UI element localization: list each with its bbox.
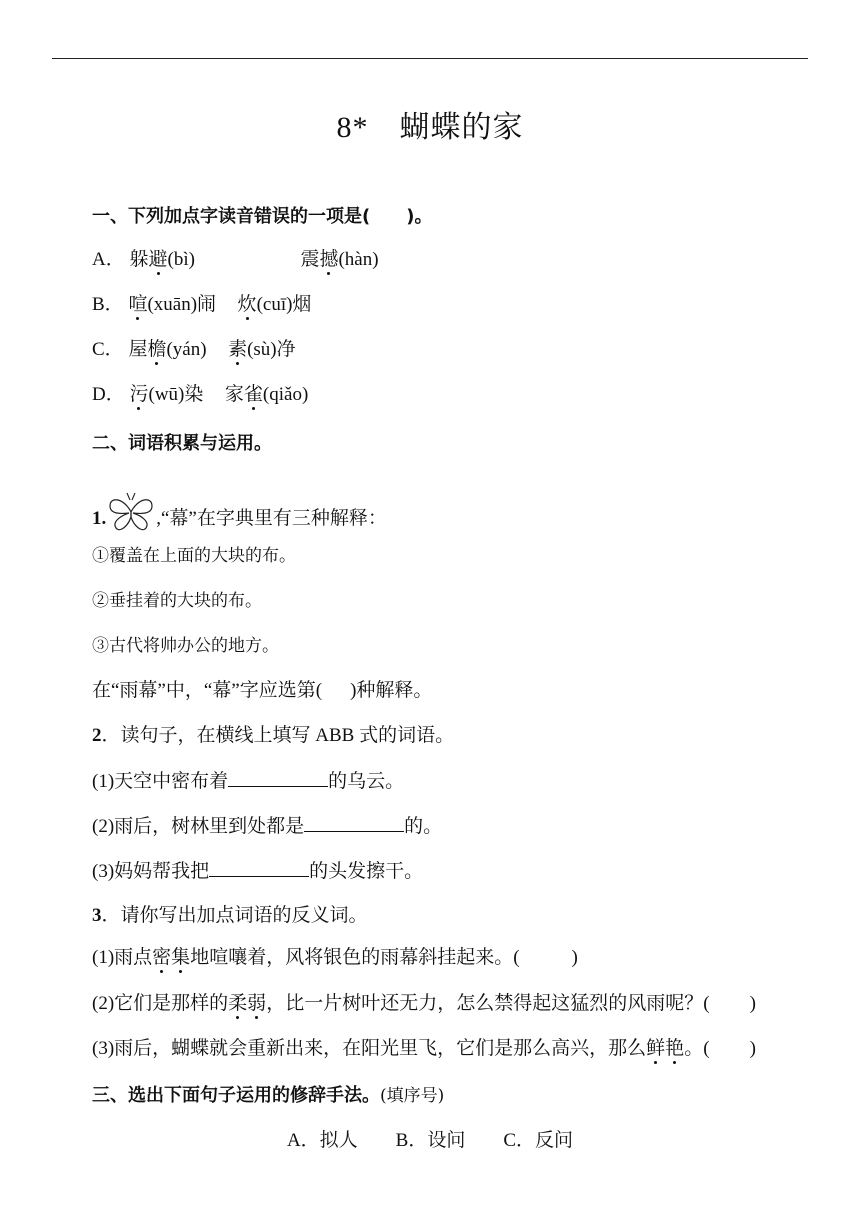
item-2-sentence-3: [92, 858, 423, 885]
option-d-label: D．: [92, 384, 125, 405]
item-3-s2-post: ，比一片树叶还无力，怎么禁得起这猛烈的风雨呢？(: [266, 993, 710, 1014]
item-3-s3-pre: (3)雨后，蝴蝶就会重新出来，在阳光里飞，它们是那么高兴，那么: [92, 1038, 647, 1059]
option-a-word2-dot: 撼: [319, 249, 339, 270]
option-c-word1-dot: 檐: [147, 339, 167, 360]
option-a-word1-dot: 避: [148, 249, 168, 270]
item-3-s1-pre: (1)雨点: [92, 947, 153, 968]
option-d-word2-pinyin: (qiǎo): [262, 384, 309, 405]
item-2-s2-pre: (2)雨后，树林里到处都是: [92, 816, 305, 837]
option-d-word2-dot: 雀: [243, 384, 263, 405]
rhetoric-options: A．拟人 B．设问 C．反问: [286, 1130, 574, 1151]
section-3-title: 三、选出下面句子运用的修辞手法。: [92, 1085, 380, 1106]
item-3-s1-post: 地喧嚷着，风将银色的雨幕斜挂起来。(: [190, 947, 520, 968]
item-2-s1-pre: (1)天空中密布着: [92, 771, 229, 792]
item-1-question-post: )种解释。: [350, 680, 433, 701]
item-3-sentence-1: [92, 945, 578, 971]
option-b-word2-dot: 炊: [237, 294, 257, 315]
option-a-word2-pinyin: (hàn): [338, 249, 379, 270]
option-a: [92, 247, 379, 273]
item-1-question: [92, 678, 432, 704]
item-3-s1-dot1: 密: [152, 947, 172, 968]
item-2-s1-post: 的乌云。: [328, 771, 405, 792]
item-1-question-pre: 在“雨幕”中，“幕”字应选第(: [92, 680, 323, 701]
definition-3: ③古代将帅办公的地方。: [92, 636, 279, 656]
answer-blank[interactable]: [304, 813, 404, 832]
option-c-word1-pinyin: (yán): [166, 339, 207, 360]
option-d: [92, 382, 308, 408]
option-d-word1-pinyin: (wū)染: [148, 384, 204, 405]
item-3-number: 3: [92, 905, 102, 926]
item-3-s2-dot2: 弱: [247, 993, 267, 1014]
option-b-label: B．: [92, 294, 124, 315]
item-2-intro: [92, 723, 454, 749]
item-3-s3-dot1: 鲜: [646, 1038, 666, 1059]
item-1-intro: [92, 490, 387, 534]
item-3-s3-dot2: 艳: [665, 1038, 685, 1059]
definition-2: ②垂挂着的大块的布。: [92, 591, 262, 611]
answer-blank[interactable]: [228, 768, 328, 787]
item-3-sentence-2: [92, 991, 808, 1017]
option-d-word2-pre: 家: [224, 384, 244, 405]
section-1-heading: 一、下列加点字读音错误的一项是( )。: [92, 206, 433, 227]
item-3-s1-close: ): [571, 947, 578, 968]
butterfly-icon: [106, 490, 156, 534]
item-3-text: ．请你写出加点词语的反义词。: [101, 905, 368, 926]
item-2-number: 2: [92, 725, 102, 746]
option-c-label: C．: [92, 339, 124, 360]
section-2-heading: 二、词语积累与运用。: [92, 433, 272, 454]
answer-blank[interactable]: [209, 858, 309, 877]
item-3-s2-pre: (2)它们是那样的: [92, 993, 229, 1014]
definition-1: ①覆盖在上面的大块的布。: [92, 546, 296, 566]
item-3-s2-dot1: 柔: [228, 993, 248, 1014]
item-3-s3-close: ): [749, 1038, 756, 1059]
item-1-number: 1.: [92, 508, 107, 529]
item-2-sentence-2: [92, 813, 442, 840]
option-b-word2-pinyin: (cuī)烟: [256, 294, 312, 315]
option-c-word2-dot: 素: [228, 339, 248, 360]
item-1-text: ,“幕”在字典里有三种解释：: [156, 508, 387, 529]
item-2-sentence-1: [92, 768, 404, 795]
option-a-word1-pinyin: (bì): [167, 249, 195, 270]
option-b-word1-dot: 喧: [128, 294, 148, 315]
item-3-sentence-3: [92, 1036, 808, 1062]
page-title: 8* 蝴蝶的家: [336, 111, 524, 144]
option-c-word1-pre: 屋: [128, 339, 148, 360]
option-b: [92, 292, 311, 318]
item-2-s3-post: 的头发擦干。: [309, 861, 424, 882]
item-2-s2-post: 的。: [404, 816, 443, 837]
item-3-s3-post: 。(: [684, 1038, 710, 1059]
option-a-word1-pre: 躲: [129, 249, 149, 270]
item-3-s1-dot2: 集: [171, 947, 191, 968]
option-b-word1-pinyin: (xuān)闹: [147, 294, 217, 315]
option-c-word2-pinyin: (sù)净: [247, 339, 296, 360]
section-3-heading: [92, 1083, 444, 1109]
item-2-text: ．读句子，在横线上填写 ABB 式的词语。: [101, 725, 455, 746]
option-c: [92, 337, 296, 363]
item-2-s3-pre: (3)妈妈帮我把: [92, 861, 210, 882]
option-d-word1-dot: 污: [129, 384, 149, 405]
option-a-word2-pre: 震: [300, 249, 320, 270]
option-a-label: A．: [92, 249, 125, 270]
header-rule: [52, 58, 808, 59]
item-3-intro: [92, 903, 368, 929]
item-3-s2-close: ): [749, 993, 756, 1014]
section-3-note: (填序号): [380, 1086, 445, 1106]
